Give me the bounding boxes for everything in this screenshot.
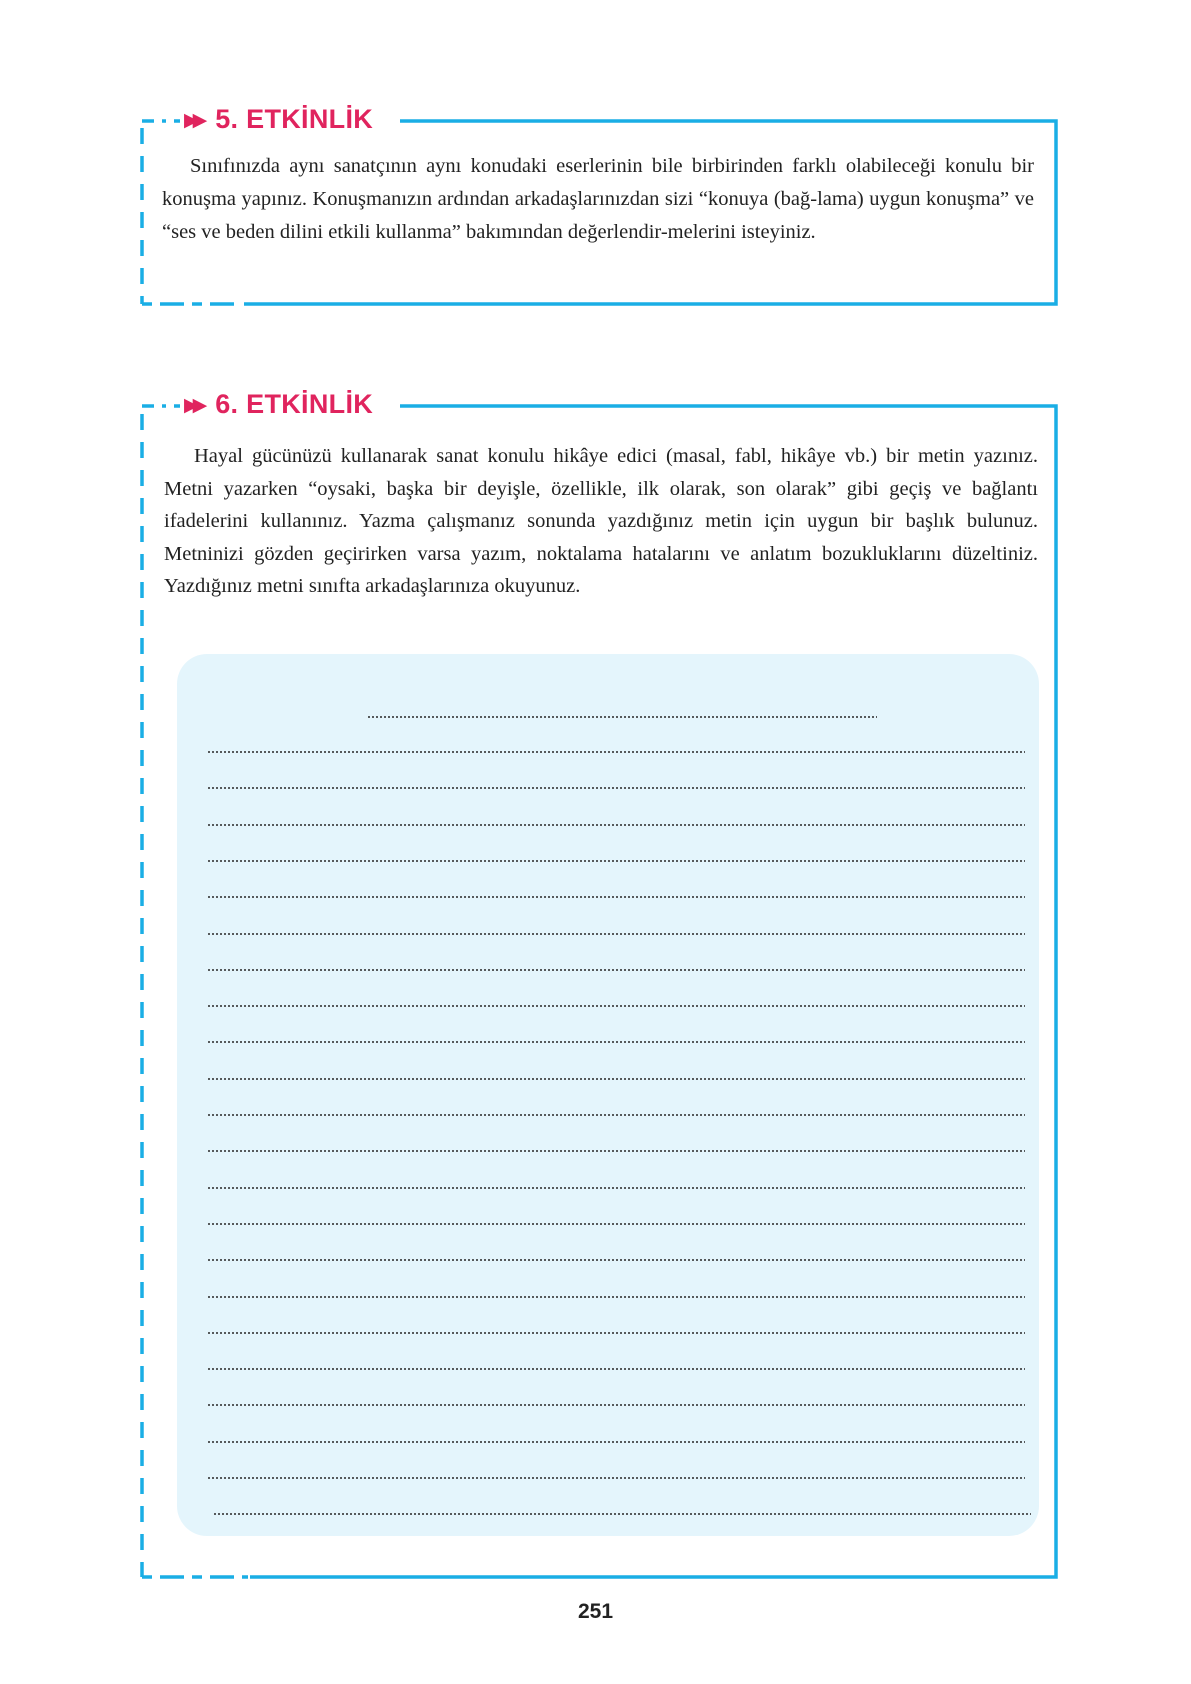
activity-6-instructions: Hayal gücünüzü kullanarak sanat konulu hikâye edici (masal, fabl, hikâye vb.) bir metin yazınız. Metni yazarken “oysaki, başka bir deyişle, özellikle, ilk olarak, son olarak” gibi geçiş ve bağlantı ifadelerini kullanınız. Yazma çalışmanız sonunda yazdığınız metin için uygun bir başlık bulunuz. Metninizi gözden geçirirken varsa yazım, noktalama hatalarını ve anlatım bozukluklarını düzeltiniz. Yazdığınız metni sınıfta arkadaşlarınıza okuyunuz. — [164, 445, 1038, 597]
answer-line[interactable] — [207, 896, 1025, 898]
writing-area[interactable] — [177, 654, 1039, 1536]
page-number: 251 — [577, 1600, 614, 1623]
answer-line[interactable] — [207, 1150, 1025, 1152]
answer-line[interactable] — [207, 1259, 1025, 1261]
answer-line[interactable] — [207, 1041, 1025, 1043]
double-arrow-icon: ▶▶ — [184, 108, 202, 131]
answer-line[interactable] — [207, 1223, 1025, 1225]
answer-line[interactable] — [207, 860, 1025, 862]
activity-6-heading — [180, 389, 381, 420]
answer-line[interactable] — [207, 1187, 1025, 1189]
answer-line[interactable] — [207, 933, 1025, 935]
answer-line[interactable] — [207, 1114, 1025, 1116]
activity-6-title: 6. ETKİNLİK — [215, 389, 374, 419]
double-arrow-icon: ▶▶ — [184, 393, 202, 416]
answer-line[interactable] — [207, 1332, 1025, 1334]
activity-5-instructions: Sınıfınızda aynı sanatçının aynı konudaki eserlerinin bile birbirinden farklı olabileceği konulu bir konuşma yapınız. Konuşmanızın ardından arkadaşlarınızdan sizi “konuya (bağ-lama) uygun konuşma” ve “ses ve beden dilini etkili kullanma” bakımından değerlendir-melerini isteyiniz. — [162, 155, 1034, 243]
answer-line[interactable] — [213, 1513, 1031, 1515]
activity-5-title: 5. ETKİNLİK — [215, 104, 374, 134]
answer-line[interactable] — [207, 1368, 1025, 1370]
answer-line[interactable] — [207, 1441, 1025, 1443]
answer-line[interactable] — [207, 787, 1025, 789]
answer-line[interactable] — [207, 1005, 1025, 1007]
answer-line[interactable] — [207, 969, 1025, 971]
answer-line[interactable] — [207, 1404, 1025, 1406]
title-line[interactable] — [367, 716, 877, 718]
answer-line[interactable] — [207, 1477, 1025, 1479]
answer-line[interactable] — [207, 751, 1025, 753]
answer-line[interactable] — [207, 824, 1025, 826]
answer-line[interactable] — [207, 1078, 1025, 1080]
answer-line[interactable] — [207, 1296, 1025, 1298]
